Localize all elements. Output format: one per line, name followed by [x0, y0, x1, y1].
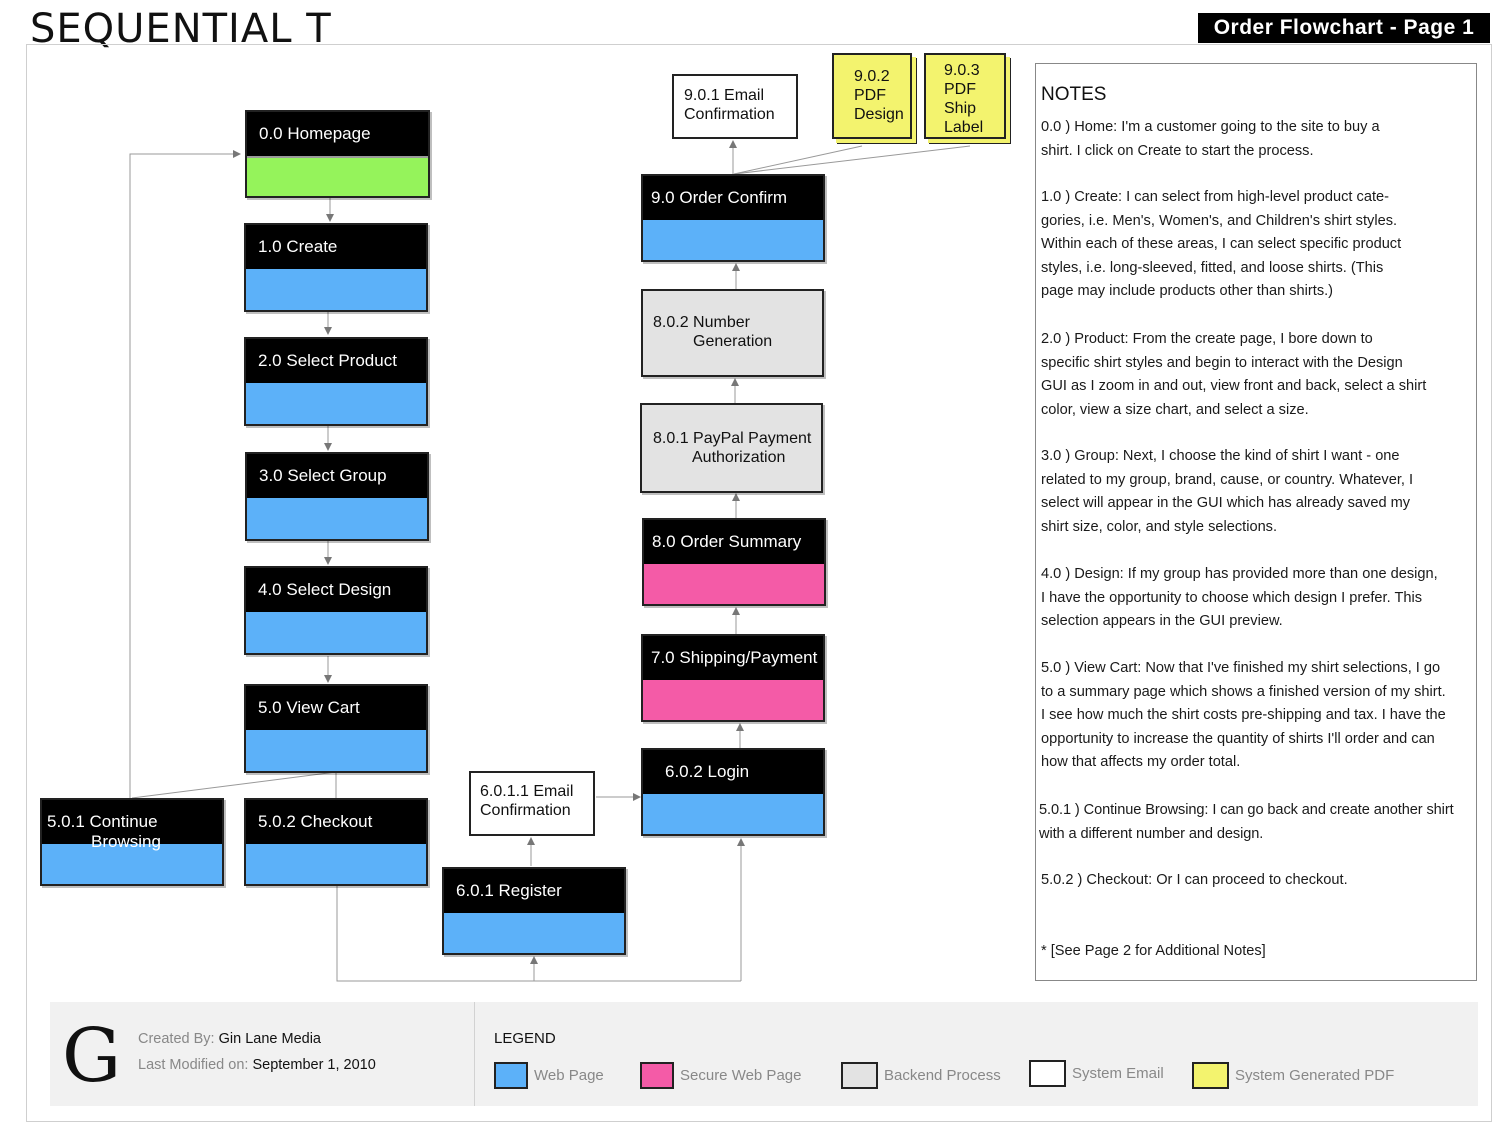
note-create — [1041, 186, 1473, 304]
note-continue-browsing — [1039, 799, 1475, 846]
note-product — [1041, 328, 1473, 422]
pdf-label-line-4: Label — [944, 119, 984, 136]
node-label-line-1: 9.0.1 Email — [684, 87, 765, 104]
legend-swatch — [1029, 1060, 1066, 1087]
node-body-web-page — [246, 269, 426, 310]
node-login[interactable] — [641, 748, 825, 836]
node-label-line-1: 8.0.1 PayPal Payment — [653, 430, 812, 447]
node-order-email-confirmation[interactable] — [672, 74, 798, 139]
footer — [50, 1002, 1478, 1106]
node-number-generation[interactable] — [641, 289, 824, 377]
node-register[interactable] — [442, 867, 626, 955]
node-continue-browsing[interactable] — [40, 798, 224, 886]
legend-label: System Generated PDF — [1235, 1067, 1395, 1084]
node-body-web-page — [247, 498, 427, 539]
last-modified-value: September 1, 2010 — [252, 1057, 376, 1073]
note-line: shirt. I click on Create to start the process. — [1041, 142, 1314, 159]
node-select-product[interactable] — [244, 337, 428, 426]
node-label: 8.0 Order Summary — [644, 520, 824, 564]
note-line: Within each of these areas, I can select specific product — [1041, 236, 1402, 253]
pdf-label-line-3: Ship — [944, 100, 977, 117]
legend-label: System Email — [1072, 1065, 1164, 1082]
created-by-value: Gin Lane Media — [218, 1031, 321, 1047]
legend-label: Secure Web Page — [680, 1067, 802, 1084]
legend-label: Web Page — [534, 1067, 604, 1084]
note-line: I see how much the shirt costs pre-shipping and tax. I have the — [1041, 707, 1446, 724]
node-pdf-ship-label[interactable] — [924, 53, 1006, 139]
node-label — [42, 800, 222, 851]
node-paypal-authorization[interactable] — [640, 403, 823, 493]
node-body-secure-page — [644, 564, 824, 604]
node-label: 5.0.2 Checkout — [246, 800, 426, 844]
node-label-line-2: Confirmation — [684, 106, 775, 123]
node-body-web-page — [246, 383, 426, 424]
legend-swatch — [640, 1062, 674, 1089]
last-modified-label: Last Modified on: — [138, 1057, 249, 1073]
legend-label: Backend Process — [884, 1067, 1001, 1084]
node-label: 6.0.1 Register — [444, 869, 624, 913]
node-create[interactable] — [244, 223, 428, 312]
legend-item-backend-process — [841, 1062, 1001, 1089]
note-line: 5.0.1 ) Continue Browsing: I can go back and create another shirt — [1039, 802, 1454, 818]
note-line: related to my group, brand, cause, or country. Whatever, I — [1041, 471, 1414, 488]
node-label: 1.0 Create — [246, 225, 426, 269]
pdf-label-line-1: 9.0.2 — [854, 68, 890, 85]
note-line: 3.0 ) Group: Next, I choose the kind of shirt I want - one — [1041, 448, 1400, 464]
node-label-line-1: 8.0.2 Number — [653, 314, 750, 331]
node-body-web-page — [246, 612, 426, 653]
legend-title: LEGEND — [494, 1030, 556, 1047]
note-line: gories, i.e. Men's, Women's, and Children's shirt styles. — [1041, 212, 1398, 229]
note-line: 0.0 ) Home: I'm a customer going to the site to buy a — [1041, 119, 1380, 135]
node-label: 2.0 Select Product — [246, 339, 426, 383]
node-label: 5.0 View Cart — [246, 686, 426, 730]
note-line: 1.0 ) Create: I can select from high-level product cate- — [1041, 189, 1389, 205]
node-label-line-2: Generation — [693, 333, 773, 350]
note-line: I have the opportunity to choose which design I prefer. This — [1041, 589, 1423, 606]
pdf-label-line-1: 9.0.3 — [944, 62, 980, 79]
legend-item-system-generated-pdf — [1192, 1062, 1394, 1089]
notes-title: NOTES — [1041, 84, 1107, 105]
note-line: opportunity to increase the quantity of shirts I'll order and can — [1041, 730, 1435, 747]
note-line: shirt size, color, and style selections. — [1041, 518, 1278, 535]
node-shipping-payment[interactable] — [641, 634, 825, 722]
node-order-summary[interactable] — [642, 518, 826, 606]
node-view-cart[interactable] — [244, 684, 428, 773]
created-by-label: Created By: — [138, 1031, 215, 1047]
legend-item-secure-web-page — [640, 1062, 801, 1089]
note-line: how that affects my order total. — [1041, 754, 1241, 771]
node-label-line-1: 5.0.1 Continue — [47, 812, 158, 831]
pdf-label-line-2: PDF — [944, 81, 976, 98]
node-body-web-page — [247, 156, 428, 196]
node-label: 0.0 Homepage — [247, 112, 428, 156]
node-label: 7.0 Shipping/Payment — [643, 636, 823, 680]
note-line: 4.0 ) Design: If my group has provided more than one design, — [1041, 566, 1438, 582]
node-label: 9.0 Order Confirm — [643, 176, 823, 220]
note-line: page may include products other than shirts.) — [1041, 283, 1334, 300]
node-body-web-page — [643, 794, 823, 834]
note-additional — [1041, 940, 1473, 964]
node-order-confirm[interactable] — [641, 174, 825, 262]
note-design — [1041, 563, 1473, 634]
legend-swatch — [494, 1062, 528, 1089]
page-title: Order Flowchart - Page 1 — [1198, 13, 1490, 43]
node-body-web-page — [246, 844, 426, 884]
last-modified — [138, 1057, 376, 1073]
note-line: selection appears in the GUI preview. — [1041, 613, 1283, 630]
node-label-line-2: Authorization — [692, 449, 786, 466]
note-line: select will appear in the GUI which has already saved my — [1041, 495, 1411, 512]
note-line: to a summary page which shows a finished version of my shirt. — [1041, 683, 1446, 700]
node-label-line-2: Browsing — [91, 832, 161, 851]
node-label: 6.0.2 Login — [643, 750, 823, 794]
note-line: color, view a size chart, and select a size. — [1041, 401, 1309, 418]
note-line: 5.0 ) View Cart: Now that I've finished my shirt selections, I go — [1041, 660, 1441, 676]
node-select-group[interactable] — [245, 452, 429, 541]
note-line: specific shirt styles and begin to interact with the Design — [1041, 354, 1403, 371]
node-checkout[interactable] — [244, 798, 428, 886]
note-line: with a different number and design. — [1039, 825, 1264, 842]
note-checkout — [1041, 869, 1473, 893]
node-label-line-1: 6.0.1.1 Email — [480, 783, 574, 800]
node-body-web-page — [246, 730, 426, 771]
node-body-web-page — [643, 220, 823, 260]
node-label: 4.0 Select Design — [246, 568, 426, 612]
legend-item-system-email — [1029, 1060, 1164, 1087]
node-select-design[interactable] — [244, 566, 428, 655]
legend-swatch — [841, 1062, 878, 1089]
note-group — [1041, 445, 1473, 539]
node-pdf-design[interactable] — [832, 53, 912, 139]
note-line: 2.0 ) Product: From the create page, I bore down to — [1041, 331, 1373, 347]
node-register-email-confirmation[interactable] — [469, 771, 595, 836]
node-body-secure-page — [643, 680, 823, 720]
node-homepage[interactable] — [245, 110, 430, 198]
pdf-label-line-3: Design — [854, 106, 904, 123]
created-by — [138, 1031, 321, 1047]
notes-panel — [1035, 63, 1477, 981]
legend-swatch — [1192, 1062, 1229, 1089]
company-logo: G — [62, 1013, 122, 1099]
brand-logo-text: SEQUENTIAL T — [30, 6, 332, 52]
note-view-cart — [1041, 657, 1473, 775]
note-line: * [See Page 2 for Additional Notes] — [1041, 943, 1266, 959]
node-body-web-page — [444, 913, 624, 953]
note-line: GUI as I zoom in and out, view front and back, select a shirt — [1041, 378, 1427, 395]
legend-item-web-page — [494, 1062, 604, 1089]
pdf-label-line-2: PDF — [854, 87, 886, 104]
node-label-line-2: Confirmation — [480, 802, 571, 819]
node-label: 3.0 Select Group — [247, 454, 427, 498]
footer-divider — [474, 1002, 475, 1106]
note-line: styles, i.e. long-sleeved, fitted, and loose shirts. (This — [1041, 259, 1384, 276]
note-line: 5.0.2 ) Checkout: Or I can proceed to checkout. — [1041, 872, 1348, 888]
note-home — [1041, 116, 1473, 163]
